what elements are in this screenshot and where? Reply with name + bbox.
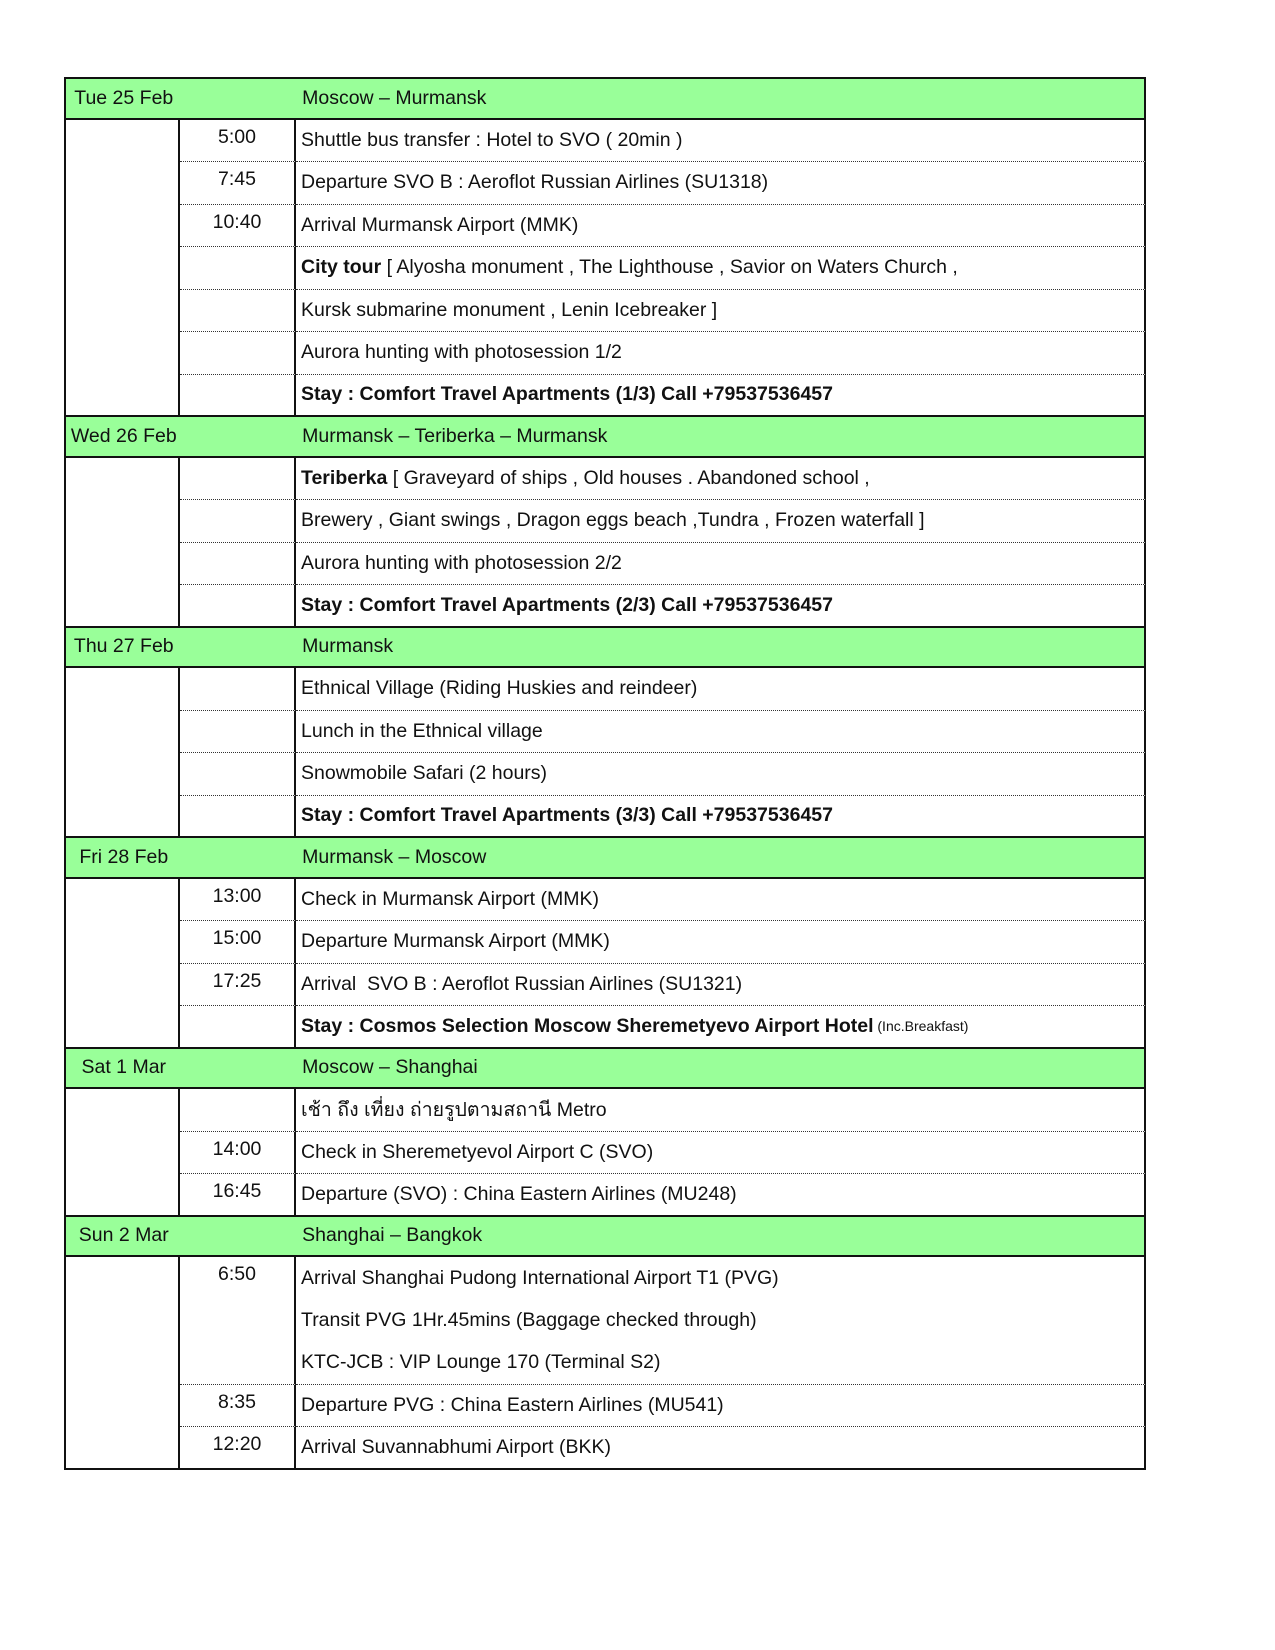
time-text: 13:00 — [212, 884, 262, 907]
activity-text: Departure (SVO) : China Eastern Airlines (MU248) — [301, 1182, 737, 1205]
schedule-row — [64, 1342, 1146, 1385]
day-time-blank — [182, 1049, 298, 1088]
date-column-cell — [64, 332, 180, 375]
time-cell — [180, 796, 296, 839]
schedule-row — [64, 585, 1146, 628]
schedule-row — [64, 1174, 1146, 1217]
time-cell — [180, 500, 296, 543]
date-column-cell — [64, 1132, 180, 1175]
date-column-cell — [64, 120, 180, 163]
day-date: Thu 27 Feb — [73, 635, 174, 658]
activity-cell — [296, 964, 1146, 1007]
day-route: Murmansk — [302, 635, 394, 658]
activity-text: [ Alyosha monument , The Lighthouse , Savior on Waters Church , — [381, 256, 958, 279]
activity-cell — [296, 1089, 1146, 1132]
schedule-row — [64, 543, 1146, 586]
day-time-blank — [182, 79, 298, 118]
date-column-cell — [64, 543, 180, 586]
time-cell — [180, 964, 296, 1007]
date-column-cell — [64, 753, 180, 796]
activity-bold-text: Teriberka — [301, 466, 388, 489]
activity-cell — [296, 500, 1146, 543]
day-route: Moscow – Shanghai — [302, 1056, 478, 1079]
activity-cell — [296, 543, 1146, 586]
activity-cell — [296, 290, 1146, 333]
time-cell — [180, 585, 296, 628]
time-text: 12:20 — [212, 1433, 262, 1455]
activity-cell — [296, 668, 1146, 711]
time-cell — [180, 753, 296, 796]
schedule-row — [64, 1006, 1146, 1049]
time-text: 6:50 — [218, 1263, 256, 1285]
time-cell — [180, 290, 296, 333]
schedule-row — [64, 332, 1146, 375]
activity-cell — [296, 332, 1146, 375]
time-cell — [180, 1427, 296, 1470]
activity-text: เช้า ถึง เที่ยง ถ่ายรูปตามสถานี Metro — [301, 1099, 607, 1122]
day-date: Fri 28 Feb — [79, 845, 169, 868]
time-cell — [180, 1342, 296, 1385]
activity-bold-text: Stay : Cosmos Selection Moscow Sheremetyevo Airport Hotel — [301, 1014, 874, 1037]
date-column-cell — [64, 1385, 180, 1428]
schedule-row — [64, 753, 1146, 796]
day-route: Shanghai – Bangkok — [302, 1224, 483, 1247]
day-route: Murmansk – Teriberka – Murmansk — [302, 424, 608, 447]
date-column-cell — [64, 290, 180, 333]
date-column-cell — [64, 162, 180, 205]
activity-cell — [296, 1300, 1146, 1343]
activity-cell — [296, 120, 1146, 163]
date-column-cell — [64, 375, 180, 418]
time-cell — [180, 1300, 296, 1343]
schedule-row — [64, 500, 1146, 543]
activity-text: Arrival SVO B : Aeroflot Russian Airlines (SU1321) — [301, 972, 743, 995]
date-column-cell — [64, 711, 180, 754]
time-text: 15:00 — [212, 927, 262, 949]
time-cell — [180, 120, 296, 163]
time-cell — [180, 458, 296, 501]
activity-text: [ Graveyard of ships , Old houses . Abandoned school , — [387, 466, 870, 489]
activity-cell — [296, 1342, 1146, 1385]
time-text: 16:45 — [212, 1180, 262, 1202]
schedule-row — [64, 711, 1146, 754]
date-column-cell — [64, 1006, 180, 1049]
time-cell — [180, 1257, 296, 1300]
date-column-cell — [64, 964, 180, 1007]
date-column-cell — [64, 1427, 180, 1470]
date-column-cell — [64, 1174, 180, 1217]
time-cell — [180, 921, 296, 964]
activity-bold-text: Stay : Comfort Travel Apartments (1/3) Call +79537536457 — [301, 383, 833, 406]
day-header-row — [64, 1047, 1146, 1090]
day-time-blank — [182, 1217, 298, 1256]
activity-text: Ethnical Village (Riding Huskies and reindeer) — [301, 677, 698, 700]
activity-cell — [296, 585, 1146, 628]
day-date: Sat 1 Mar — [81, 1056, 167, 1079]
activity-cell — [296, 1006, 1146, 1049]
time-text: 8:35 — [218, 1390, 256, 1413]
time-text: 5:00 — [218, 125, 256, 148]
time-text: 7:45 — [218, 168, 256, 190]
date-column-cell — [64, 668, 180, 711]
day-header-row — [64, 626, 1146, 669]
activity-bold-text: Stay : Comfort Travel Apartments (3/3) Call +79537536457 — [301, 804, 833, 827]
activity-cell — [296, 458, 1146, 501]
activity-cell — [296, 1257, 1146, 1300]
activity-text: Lunch in the Ethnical village — [301, 719, 543, 742]
day-date: Tue 25 Feb — [74, 86, 174, 109]
time-text: 14:00 — [212, 1137, 262, 1160]
activity-text: Arrival Suvannabhumi Airport (BKK) — [301, 1435, 611, 1458]
date-column-cell — [64, 796, 180, 839]
activity-text: Snowmobile Safari (2 hours) — [301, 762, 548, 785]
date-column-cell — [64, 1300, 180, 1343]
activity-text: Kursk submarine monument , Lenin Icebreaker ] — [301, 298, 718, 321]
time-cell — [180, 668, 296, 711]
time-cell — [180, 162, 296, 205]
activity-cell — [296, 375, 1146, 418]
activity-text: Check in Murmansk Airport (MMK) — [301, 887, 599, 910]
schedule-row — [64, 1385, 1146, 1428]
date-column-cell — [64, 921, 180, 964]
activity-cell — [296, 753, 1146, 796]
day-header-row — [64, 836, 1146, 879]
schedule-row — [64, 205, 1146, 248]
schedule-row — [64, 1132, 1146, 1175]
activity-cell — [296, 1427, 1146, 1470]
activity-note: (Inc.Breakfast) — [873, 1018, 969, 1035]
activity-cell — [296, 1174, 1146, 1217]
activity-bold-text: City tour — [301, 256, 382, 279]
time-cell — [180, 1006, 296, 1049]
activity-text: KTC-JCB : VIP Lounge 170 (Terminal S2) — [301, 1351, 661, 1374]
time-cell — [180, 543, 296, 586]
date-column-cell — [64, 247, 180, 290]
activity-text: Shuttle bus transfer : Hotel to SVO ( 20min ) — [301, 128, 683, 151]
activity-cell — [296, 162, 1146, 205]
date-column-cell — [64, 205, 180, 248]
day-date: Wed 26 Feb — [70, 424, 177, 447]
schedule-row — [64, 668, 1146, 711]
schedule-row — [64, 964, 1146, 1007]
activity-cell — [296, 205, 1146, 248]
activity-text: Arrival Murmansk Airport (MMK) — [301, 213, 579, 236]
activity-text: Departure Murmansk Airport (MMK) — [301, 930, 610, 953]
time-cell — [180, 711, 296, 754]
day-time-blank — [182, 838, 298, 877]
schedule-row — [64, 879, 1146, 922]
time-cell — [180, 1174, 296, 1217]
schedule-row — [64, 458, 1146, 501]
time-cell — [180, 1132, 296, 1175]
day-header-row — [64, 1215, 1146, 1258]
activity-text: Aurora hunting with photosession 1/2 — [301, 341, 622, 364]
schedule-row — [64, 921, 1146, 964]
time-cell — [180, 1089, 296, 1132]
day-time-blank — [182, 417, 298, 456]
time-cell — [180, 1385, 296, 1428]
date-column-cell — [64, 500, 180, 543]
date-column-cell — [64, 585, 180, 628]
activity-text: Check in Sheremetyevol Airport C (SVO) — [301, 1140, 654, 1163]
time-text: 10:40 — [212, 210, 262, 233]
schedule-row — [64, 1427, 1146, 1470]
activity-text: Brewery , Giant swings , Dragon eggs beach ,Tundra , Frozen waterfall ] — [301, 509, 925, 532]
time-cell — [180, 205, 296, 248]
schedule-row — [64, 247, 1146, 290]
day-header-row — [64, 77, 1146, 120]
time-cell — [180, 332, 296, 375]
time-cell — [180, 247, 296, 290]
activity-cell — [296, 247, 1146, 290]
activity-text: Departure PVG : China Eastern Airlines (MU541) — [301, 1393, 724, 1416]
date-column-cell — [64, 1089, 180, 1132]
activity-cell — [296, 711, 1146, 754]
date-column-cell — [64, 1257, 180, 1300]
date-column-cell — [64, 458, 180, 501]
activity-text: Arrival Shanghai Pudong International Airport T1 (PVG) — [301, 1266, 779, 1289]
date-column-cell — [64, 1342, 180, 1385]
activity-cell — [296, 1385, 1146, 1428]
schedule-row — [64, 796, 1146, 839]
activity-bold-text: Stay : Comfort Travel Apartments (2/3) Call +79537536457 — [301, 593, 833, 616]
day-date: Sun 2 Mar — [78, 1224, 169, 1247]
day-time-blank — [182, 628, 298, 667]
activity-text: Transit PVG 1Hr.45mins (Baggage checked through) — [301, 1309, 757, 1332]
time-text: 17:25 — [212, 969, 262, 992]
schedule-row — [64, 1257, 1146, 1300]
day-header-row — [64, 415, 1146, 458]
itinerary-table — [64, 79, 1146, 1470]
schedule-row — [64, 290, 1146, 333]
activity-cell — [296, 796, 1146, 839]
time-cell — [180, 375, 296, 418]
day-route: Moscow – Murmansk — [302, 86, 487, 109]
date-column-cell — [64, 879, 180, 922]
time-cell — [180, 879, 296, 922]
activity-cell — [296, 879, 1146, 922]
activity-text: Aurora hunting with photosession 2/2 — [301, 551, 622, 574]
schedule-row — [64, 1300, 1146, 1343]
day-route: Murmansk – Moscow — [302, 845, 487, 868]
activity-cell — [296, 921, 1146, 964]
activity-cell — [296, 1132, 1146, 1175]
schedule-row — [64, 162, 1146, 205]
schedule-row — [64, 375, 1146, 418]
activity-text: Departure SVO B : Aeroflot Russian Airlines (SU1318) — [301, 171, 769, 194]
schedule-row — [64, 1089, 1146, 1132]
schedule-row — [64, 120, 1146, 163]
